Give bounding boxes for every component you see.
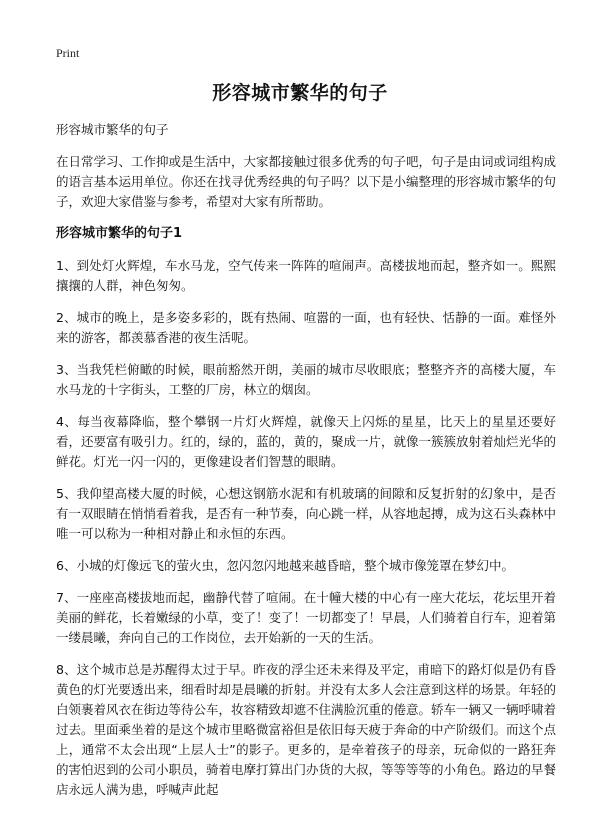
article-subtitle: 形容城市繁华的句子 <box>56 122 169 137</box>
print-link[interactable]: Print <box>56 46 80 60</box>
list-item: 5、我仰望高楼大厦的时候，心想这钢筋水泥和有机玻璃的间隙和反复折射的幻象中，是否有一双眼睛在悄悄看着我，是否有一种节奏，向心跳一样，从容地起搏，成为这石头森林中唯一可以称为一种相对静止和永恒的东西。 <box>56 486 557 541</box>
list-item: 8、这个城市总是苏醒得太过于早。昨夜的浮尘还未来得及平定，甫暗下的路灯似是仍有昏黄色的灯光要透出来，细看时却是晨曦的折射。并没有太多人会注意到这样的场景。年轻的白领裹着风衣在街边等待公车，妆容精致却遮不住满脸沉重的倦意。轿车一辆又一辆呼啸着过去。里面乘坐着的是这个城市里略微富裕但是依旧每天疲于奔命的中产阶级们。而这个点上，通常不太会出现“上层人士”的影子。更多的，是牵着孩子的母亲，玩命似的一路狂奔的害怕迟到的公司小职员，骑着电摩打算出门办货的大叔，等等等等的小角色。路边的早餐店永远人满为患，呼喊声此起 <box>56 662 557 797</box>
article-body <box>56 120 556 812</box>
list-item: 3、当我凭栏俯瞰的时候，眼前豁然开朗，美丽的城市尽收眼底；整整齐齐的高楼大厦，车水马龙的十字街头，工整的厂房，林立的烟囱。 <box>56 362 556 397</box>
list-item: 1、到处灯火辉煌，车水马龙，空气传来一阵阵的喧闹声。高楼拔地而起，整齐如一。熙熙攘攘的人群，神色匆匆。 <box>56 258 556 293</box>
page-title: 形容城市繁华的句子 <box>212 82 388 104</box>
intro-paragraph: 在日常学习、工作抑或是生活中，大家都接触过很多优秀的句子吧，句子是由词或词组构成的语言基本运用单位。你还在找寻优秀经典的句子吗？以下是小编整理的形容城市繁华的句子，欢迎大家借鉴与参考，希望对大家有所帮助。 <box>56 154 557 209</box>
list-item: 7、一座座高楼拔地而起，幽静代替了喧闹。在十幢大楼的中心有一座大花坛，花坛里开着美丽的鲜花，长着嫩绿的小草，变了！变了！一切都变了！早晨，人们骑着自行车，迎着第一缕晨曦，奔向自己的工作岗位，去开始新的一天的生活。 <box>56 590 557 645</box>
section-heading: 形容城市繁华的句子1 <box>56 226 183 241</box>
list-item: 2、城市的晚上，是多姿多彩的，既有热闹、喧嚣的一面，也有轻快、恬静的一面。难怪外来的游客，都羡慕香港的夜生活呢。 <box>56 310 556 345</box>
list-item: 6、小城的灯像远飞的萤火虫，忽闪忽闪地越来越昏暗，整个城市像笼罩在梦幻中。 <box>56 558 514 573</box>
list-item: 4、每当夜幕降临，整个攀钢一片灯火辉煌，就像天上闪烁的星星，比天上的星星还要好看，还要富有吸引力。红的，绿的，蓝的，黄的，聚成一片，就像一簇簇放射着灿烂光华的鲜花。灯光一闪一闪的，更像建设者们智慧的眼睛。 <box>56 414 557 469</box>
